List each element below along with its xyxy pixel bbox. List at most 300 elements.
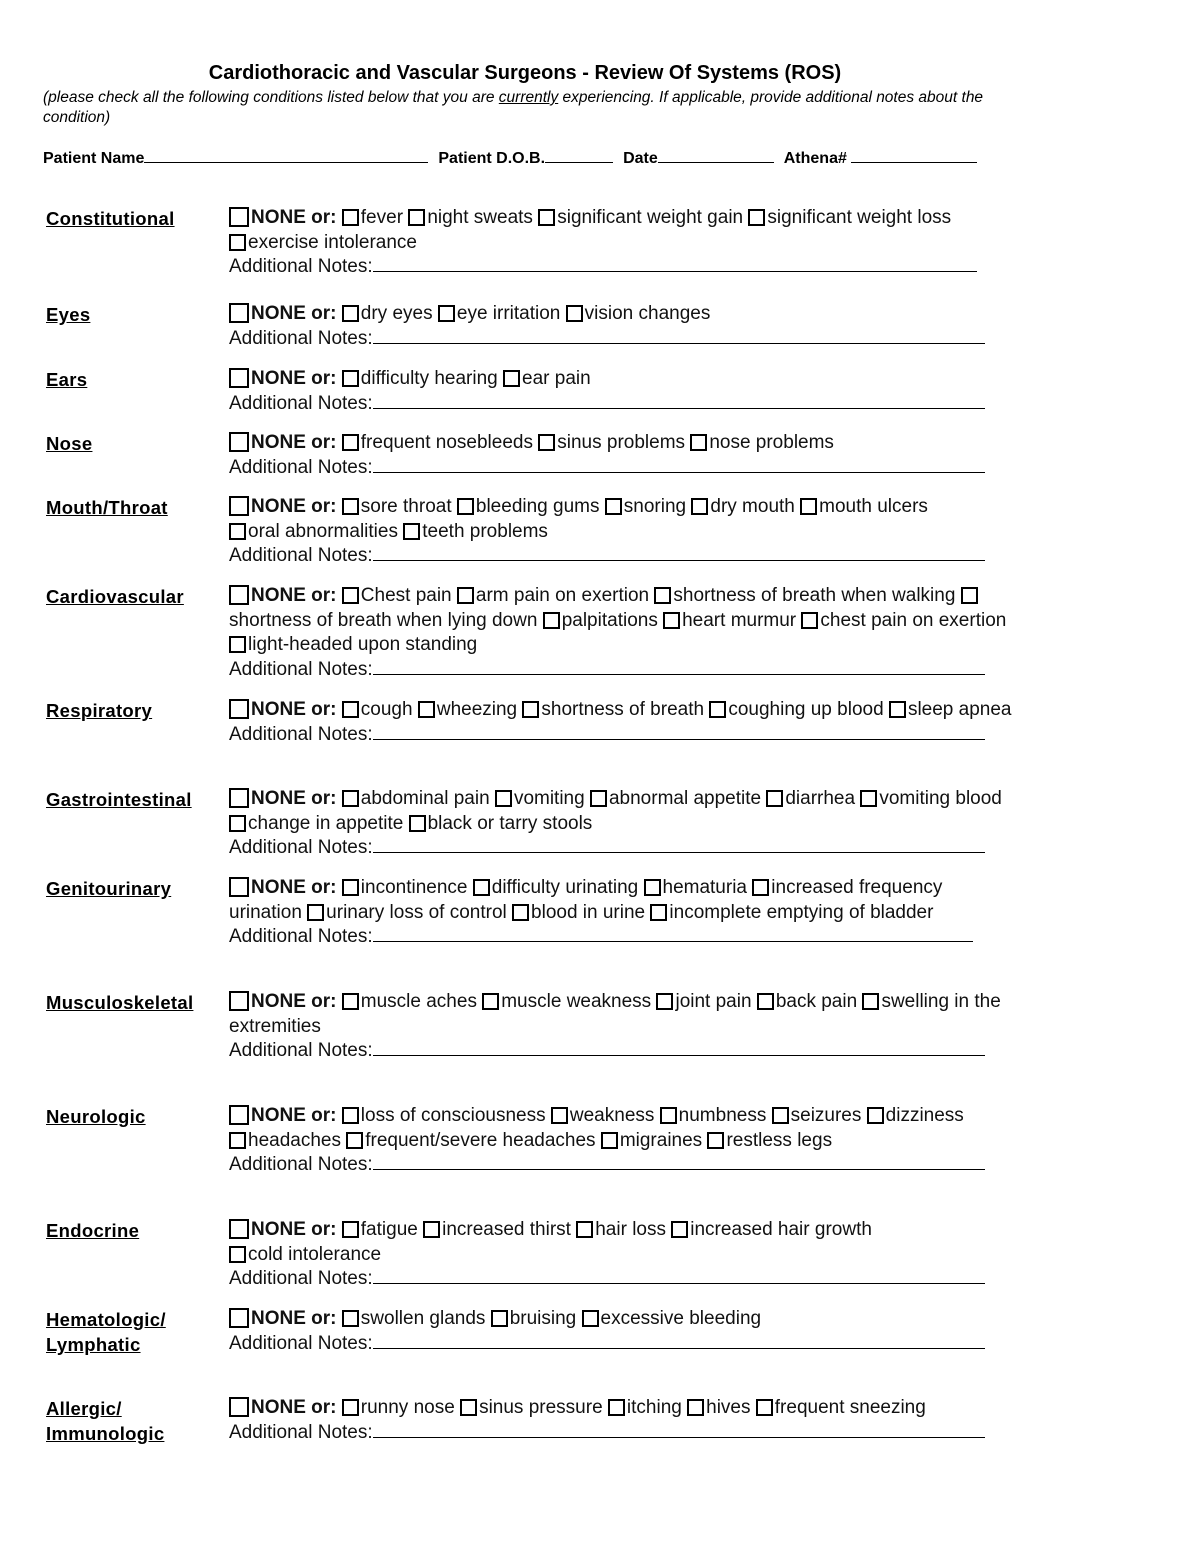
symptom-option[interactable] bbox=[766, 788, 855, 809]
symptom-label: diarrhea bbox=[785, 788, 856, 809]
symptom-label: loss of consciousness bbox=[360, 1105, 546, 1126]
patient-name-label: Patient Name bbox=[43, 150, 145, 167]
symptom-checkbox[interactable] bbox=[752, 879, 769, 896]
none-label: NONE or: bbox=[251, 699, 337, 720]
symptom-option[interactable] bbox=[687, 1397, 750, 1418]
additional-notes-blank[interactable] bbox=[373, 458, 985, 473]
symptom-checkbox[interactable] bbox=[576, 1221, 593, 1238]
additional-notes-label: Additional Notes: bbox=[229, 1154, 373, 1176]
section-label: Musculoskeletal bbox=[46, 992, 194, 1013]
symptom-checkbox[interactable] bbox=[766, 790, 783, 807]
symptom-checkbox[interactable] bbox=[756, 1399, 773, 1416]
symptom-option[interactable] bbox=[342, 496, 452, 517]
none-option[interactable] bbox=[229, 1105, 337, 1126]
symptom-label: shortness of breath bbox=[541, 699, 705, 720]
symptom-label: vomiting blood bbox=[879, 788, 1002, 809]
symptom-checkbox[interactable] bbox=[438, 305, 455, 322]
symptom-option[interactable] bbox=[522, 699, 704, 720]
none-option[interactable] bbox=[229, 496, 337, 517]
symptom-label: frequent sneezing bbox=[774, 1397, 926, 1418]
symptom-checkbox[interactable] bbox=[590, 790, 607, 807]
section-label: Genitourinary bbox=[46, 878, 172, 899]
additional-notes-blank[interactable] bbox=[373, 546, 985, 561]
symptom-option[interactable] bbox=[342, 1308, 486, 1329]
additional-notes-label: Additional Notes: bbox=[229, 659, 373, 681]
section-label: Gastrointestinal bbox=[46, 789, 192, 810]
symptom-checkbox[interactable] bbox=[229, 1246, 246, 1263]
symptom-checkbox[interactable] bbox=[408, 209, 425, 226]
additional-notes-label: Additional Notes: bbox=[229, 837, 373, 859]
additional-notes-blank[interactable] bbox=[373, 1423, 985, 1438]
additional-notes-blank[interactable] bbox=[373, 1041, 985, 1056]
patient-dob-label: Patient D.O.B. bbox=[438, 150, 546, 167]
none-option[interactable] bbox=[229, 585, 337, 606]
symptom-checkbox[interactable] bbox=[342, 370, 359, 387]
symptom-label: difficulty hearing bbox=[360, 368, 498, 389]
symptom-checkbox[interactable] bbox=[342, 587, 359, 604]
symptom-label: weakness bbox=[569, 1105, 655, 1126]
symptom-checkbox[interactable] bbox=[418, 701, 435, 718]
none-option[interactable] bbox=[229, 1397, 337, 1418]
symptom-option[interactable] bbox=[342, 207, 403, 228]
section-label: Cardiovascular bbox=[46, 586, 184, 607]
symptom-option[interactable] bbox=[656, 991, 751, 1012]
symptom-label: increased frequency urination bbox=[229, 877, 943, 923]
symptom-option[interactable] bbox=[867, 1105, 964, 1126]
symptom-checkbox[interactable] bbox=[342, 434, 359, 451]
date-blank[interactable] bbox=[658, 146, 774, 163]
symptom-checkbox[interactable] bbox=[403, 523, 420, 540]
instructions-text-end: experiencing. If applicable, provide additional notes about the condition) bbox=[43, 89, 984, 126]
symptom-option[interactable] bbox=[229, 1130, 341, 1151]
symptom-checkbox[interactable] bbox=[691, 498, 708, 515]
symptom-option[interactable] bbox=[495, 788, 585, 809]
symptom-checkbox[interactable] bbox=[482, 993, 499, 1010]
additional-notes-label: Additional Notes: bbox=[229, 1332, 373, 1354]
symptom-label: shortness of breath when walking bbox=[673, 585, 956, 606]
symptom-checkbox[interactable] bbox=[608, 1399, 625, 1416]
additional-notes-field[interactable] bbox=[229, 392, 1019, 417]
additional-notes-blank[interactable] bbox=[373, 1269, 985, 1284]
symptom-checkbox[interactable] bbox=[860, 790, 877, 807]
symptom-checkbox[interactable] bbox=[650, 904, 667, 921]
symptom-checkbox[interactable] bbox=[538, 434, 555, 451]
section-label-line: Lymphatic bbox=[46, 1334, 141, 1355]
additional-notes-blank[interactable] bbox=[373, 257, 977, 272]
symptom-option[interactable] bbox=[538, 207, 743, 228]
symptom-option[interactable] bbox=[644, 877, 748, 898]
none-option[interactable] bbox=[229, 432, 337, 453]
additional-notes-label: Additional Notes: bbox=[229, 256, 373, 278]
symptom-checkbox[interactable] bbox=[495, 790, 512, 807]
symptom-option[interactable] bbox=[229, 634, 477, 655]
symptom-option[interactable] bbox=[409, 813, 593, 834]
symptom-option[interactable] bbox=[457, 585, 649, 606]
symptom-label: restless legs bbox=[726, 1129, 833, 1151]
symptom-checkbox[interactable] bbox=[342, 1310, 359, 1327]
symptom-option[interactable] bbox=[423, 1219, 571, 1240]
symptom-option[interactable] bbox=[342, 303, 433, 324]
symptom-checkbox[interactable] bbox=[660, 1107, 677, 1124]
symptom-checkbox[interactable] bbox=[229, 815, 246, 832]
symptom-checkbox[interactable] bbox=[709, 701, 726, 718]
none-checkbox[interactable] bbox=[229, 991, 249, 1011]
symptom-option[interactable] bbox=[512, 902, 645, 923]
none-checkbox[interactable] bbox=[229, 699, 249, 719]
none-option[interactable] bbox=[229, 699, 337, 720]
symptom-label: dizziness bbox=[885, 1105, 964, 1126]
additional-notes-blank[interactable] bbox=[373, 394, 985, 409]
symptom-option[interactable] bbox=[342, 1219, 418, 1240]
symptom-checkbox[interactable] bbox=[423, 1221, 440, 1238]
symptom-label: vomiting bbox=[513, 788, 585, 809]
symptom-label: runny nose bbox=[360, 1397, 455, 1418]
symptom-option[interactable] bbox=[748, 207, 951, 228]
symptom-label: palpitations bbox=[561, 609, 658, 631]
none-label: NONE or: bbox=[251, 432, 337, 453]
symptom-checkbox[interactable] bbox=[663, 612, 680, 629]
symptom-checkbox[interactable] bbox=[757, 993, 774, 1010]
none-option[interactable] bbox=[229, 877, 337, 898]
none-checkbox[interactable] bbox=[229, 1105, 249, 1125]
symptom-option[interactable] bbox=[342, 991, 477, 1012]
symptom-checkbox[interactable] bbox=[342, 790, 359, 807]
none-label: NONE or: bbox=[251, 368, 337, 389]
symptom-label: sore throat bbox=[360, 496, 452, 517]
symptom-option[interactable] bbox=[229, 521, 398, 542]
symptom-label: urinary loss of control bbox=[326, 901, 507, 923]
symptom-checkbox[interactable] bbox=[801, 612, 818, 629]
symptom-option[interactable] bbox=[346, 1130, 595, 1151]
none-label: NONE or: bbox=[251, 1397, 337, 1418]
symptom-label: nose problems bbox=[709, 432, 834, 453]
symptom-option[interactable] bbox=[576, 1219, 666, 1240]
symptom-label: fatigue bbox=[360, 1219, 418, 1240]
symptom-option[interactable] bbox=[438, 303, 561, 324]
symptom-option[interactable] bbox=[590, 788, 761, 809]
symptom-option[interactable] bbox=[538, 432, 685, 453]
symptom-option[interactable] bbox=[503, 368, 591, 389]
patient-info-row bbox=[43, 146, 1023, 168]
symptom-label: itching bbox=[626, 1397, 682, 1418]
symptom-checkbox[interactable] bbox=[690, 434, 707, 451]
symptom-option[interactable] bbox=[889, 699, 1012, 720]
symptom-option[interactable] bbox=[650, 902, 933, 923]
symptom-option[interactable] bbox=[801, 610, 1006, 631]
symptom-label: seizures bbox=[790, 1105, 862, 1126]
symptom-label: headaches bbox=[248, 1129, 341, 1151]
symptom-checkbox[interactable] bbox=[867, 1107, 884, 1124]
additional-notes-field[interactable] bbox=[229, 658, 1019, 683]
symptom-checkbox[interactable] bbox=[522, 701, 539, 718]
symptom-option[interactable] bbox=[482, 991, 651, 1012]
symptom-checkbox[interactable] bbox=[409, 815, 426, 832]
none-checkbox[interactable] bbox=[229, 207, 249, 227]
symptom-option[interactable] bbox=[473, 877, 638, 898]
symptom-checkbox[interactable] bbox=[800, 498, 817, 515]
patient-name-field[interactable] bbox=[43, 146, 428, 168]
symptom-checkbox[interactable] bbox=[503, 370, 520, 387]
symptom-option[interactable] bbox=[582, 1308, 762, 1329]
additional-notes-field[interactable] bbox=[229, 723, 1019, 748]
symptom-checkbox[interactable] bbox=[460, 1399, 477, 1416]
symptom-option[interactable] bbox=[307, 902, 507, 923]
symptom-checkbox[interactable] bbox=[229, 1132, 246, 1149]
symptom-option[interactable] bbox=[671, 1219, 872, 1240]
symptom-label: heart murmur bbox=[682, 609, 797, 631]
symptom-option[interactable] bbox=[707, 1130, 832, 1151]
symptom-label: significant weight gain bbox=[557, 207, 744, 228]
none-option[interactable] bbox=[229, 207, 337, 228]
additional-notes-field[interactable] bbox=[229, 925, 1019, 950]
symptom-label: dry eyes bbox=[360, 303, 433, 324]
symptom-option[interactable] bbox=[757, 991, 857, 1012]
symptom-label: night sweats bbox=[427, 207, 533, 228]
symptom-label: light-headed upon standing bbox=[248, 634, 478, 656]
additional-notes-blank[interactable] bbox=[373, 1334, 985, 1349]
none-checkbox[interactable] bbox=[229, 1219, 249, 1239]
symptom-checkbox[interactable] bbox=[656, 993, 673, 1010]
none-checkbox[interactable] bbox=[229, 1308, 249, 1328]
none-option[interactable] bbox=[229, 368, 337, 389]
symptom-checkbox[interactable] bbox=[748, 209, 765, 226]
symptom-label: coughing up blood bbox=[728, 699, 884, 720]
symptom-checkbox[interactable] bbox=[229, 234, 246, 251]
symptom-checkbox[interactable] bbox=[538, 209, 555, 226]
symptom-checkbox[interactable] bbox=[346, 1132, 363, 1149]
section-options bbox=[229, 495, 1019, 569]
symptom-checkbox[interactable] bbox=[566, 305, 583, 322]
section-label: Endocrine bbox=[46, 1220, 140, 1241]
symptom-label: ear pain bbox=[522, 368, 591, 389]
none-option[interactable] bbox=[229, 991, 337, 1012]
symptom-checkbox[interactable] bbox=[605, 498, 622, 515]
additional-notes-label: Additional Notes: bbox=[229, 456, 373, 478]
symptom-checkbox[interactable] bbox=[342, 498, 359, 515]
symptom-option[interactable] bbox=[229, 1244, 381, 1265]
athena-label: Athena# bbox=[783, 150, 847, 167]
none-label: NONE or: bbox=[251, 1219, 337, 1240]
additional-notes-blank[interactable] bbox=[373, 838, 985, 853]
date-field[interactable] bbox=[623, 146, 774, 168]
symptom-label: incomplete emptying of bladder bbox=[669, 901, 934, 923]
symptom-checkbox[interactable] bbox=[342, 209, 359, 226]
symptom-checkbox[interactable] bbox=[582, 1310, 599, 1327]
additional-notes-field[interactable] bbox=[229, 456, 1019, 481]
none-checkbox[interactable] bbox=[229, 303, 249, 323]
additional-notes-blank[interactable] bbox=[373, 329, 985, 344]
section-options bbox=[229, 698, 1019, 747]
symptom-label: chest pain on exertion bbox=[820, 609, 1007, 631]
symptom-label: increased thirst bbox=[442, 1219, 571, 1240]
symptom-option[interactable] bbox=[418, 699, 517, 720]
symptom-label: muscle weakness bbox=[501, 991, 652, 1012]
symptom-option[interactable] bbox=[772, 1105, 862, 1126]
symptom-option[interactable] bbox=[342, 368, 498, 389]
section-label: Eyes bbox=[46, 304, 91, 325]
athena-blank[interactable] bbox=[851, 146, 977, 163]
symptom-checkbox[interactable] bbox=[342, 701, 359, 718]
none-checkbox[interactable] bbox=[229, 877, 249, 897]
additional-notes-field[interactable] bbox=[229, 1153, 1019, 1178]
section-label bbox=[46, 1396, 221, 1446]
symptom-option[interactable] bbox=[660, 1105, 767, 1126]
symptom-label: teeth problems bbox=[422, 520, 548, 542]
additional-notes-label: Additional Notes: bbox=[229, 1421, 373, 1443]
additional-notes-blank[interactable] bbox=[373, 927, 973, 942]
symptom-label: Chest pain bbox=[360, 585, 452, 606]
additional-notes-field[interactable] bbox=[229, 255, 1019, 280]
symptom-checkbox[interactable] bbox=[307, 904, 324, 921]
symptom-option[interactable] bbox=[342, 432, 533, 453]
symptom-option[interactable] bbox=[800, 496, 928, 517]
patient-name-blank[interactable] bbox=[144, 146, 428, 163]
section-options bbox=[229, 367, 1019, 416]
symptom-label: excessive bleeding bbox=[600, 1308, 762, 1329]
symptom-option[interactable] bbox=[491, 1308, 577, 1329]
additional-notes-field[interactable] bbox=[229, 544, 1019, 569]
instructions-text: (please check all the following conditions listed below that you are bbox=[43, 89, 499, 106]
symptom-option[interactable] bbox=[690, 432, 834, 453]
symptom-checkbox[interactable] bbox=[543, 612, 560, 629]
symptom-label: sinus pressure bbox=[479, 1397, 603, 1418]
symptom-label: mouth ulcers bbox=[819, 496, 928, 517]
symptom-checkbox[interactable] bbox=[342, 879, 359, 896]
none-checkbox[interactable] bbox=[229, 788, 249, 808]
symptom-option[interactable] bbox=[601, 1130, 702, 1151]
symptom-option[interactable] bbox=[457, 496, 600, 517]
symptom-option[interactable] bbox=[605, 496, 686, 517]
symptom-checkbox[interactable] bbox=[551, 1107, 568, 1124]
symptom-checkbox[interactable] bbox=[707, 1132, 724, 1149]
symptom-option[interactable] bbox=[543, 610, 658, 631]
none-option[interactable] bbox=[229, 788, 337, 809]
symptom-checkbox[interactable] bbox=[342, 1221, 359, 1238]
symptom-option[interactable] bbox=[342, 788, 490, 809]
symptom-label: back pain bbox=[775, 991, 858, 1012]
none-label: NONE or: bbox=[251, 496, 337, 517]
section-label-line: Hematologic/ bbox=[46, 1309, 166, 1330]
symptom-option[interactable] bbox=[342, 699, 413, 720]
symptom-option[interactable] bbox=[460, 1397, 603, 1418]
symptom-option[interactable] bbox=[691, 496, 794, 517]
symptom-label: eye irritation bbox=[456, 303, 561, 324]
none-label: NONE or: bbox=[251, 585, 337, 606]
symptom-label: swollen glands bbox=[360, 1308, 486, 1329]
symptom-checkbox[interactable] bbox=[229, 636, 246, 653]
athena-field[interactable] bbox=[784, 146, 978, 168]
section-options bbox=[229, 1307, 1019, 1356]
none-checkbox[interactable] bbox=[229, 496, 249, 516]
symptom-checkbox[interactable] bbox=[457, 498, 474, 515]
symptom-label: exercise intolerance bbox=[248, 231, 417, 253]
symptom-option[interactable] bbox=[551, 1105, 655, 1126]
symptom-checkbox[interactable] bbox=[687, 1399, 704, 1416]
symptom-label: sleep apnea bbox=[907, 699, 1012, 720]
symptom-option[interactable] bbox=[403, 521, 548, 542]
symptom-label: migraines bbox=[619, 1129, 703, 1151]
symptom-checkbox[interactable] bbox=[644, 879, 661, 896]
additional-notes-blank[interactable] bbox=[373, 660, 985, 675]
symptom-checkbox[interactable] bbox=[342, 1399, 359, 1416]
symptom-option[interactable] bbox=[229, 232, 417, 253]
additional-notes-field[interactable] bbox=[229, 836, 1019, 861]
patient-dob-field[interactable] bbox=[438, 146, 613, 168]
symptom-checkbox[interactable] bbox=[342, 993, 359, 1010]
none-option[interactable] bbox=[229, 303, 337, 324]
additional-notes-blank[interactable] bbox=[373, 725, 985, 740]
section-label: Constitutional bbox=[46, 208, 175, 229]
symptom-checkbox[interactable] bbox=[654, 587, 671, 604]
additional-notes-label: Additional Notes: bbox=[229, 327, 373, 349]
symptom-label: bleeding gums bbox=[475, 496, 600, 517]
symptom-option[interactable] bbox=[756, 1397, 926, 1418]
symptom-label: significant weight loss bbox=[767, 207, 952, 228]
symptom-checkbox[interactable] bbox=[889, 701, 906, 718]
symptom-checkbox[interactable] bbox=[342, 1107, 359, 1124]
symptom-option[interactable] bbox=[342, 585, 452, 606]
section-label-line: Immunologic bbox=[46, 1423, 165, 1444]
none-label: NONE or: bbox=[251, 1105, 337, 1126]
none-checkbox[interactable] bbox=[229, 368, 249, 388]
symptom-checkbox[interactable] bbox=[772, 1107, 789, 1124]
patient-dob-blank[interactable] bbox=[545, 146, 613, 163]
symptom-checkbox[interactable] bbox=[342, 305, 359, 322]
symptom-checkbox[interactable] bbox=[473, 879, 490, 896]
symptom-option[interactable] bbox=[860, 788, 1002, 809]
symptom-option[interactable] bbox=[709, 699, 883, 720]
symptom-option[interactable] bbox=[663, 610, 796, 631]
symptom-label: increased hair growth bbox=[690, 1219, 872, 1240]
none-checkbox[interactable] bbox=[229, 585, 249, 605]
none-option[interactable] bbox=[229, 1219, 337, 1240]
symptom-checkbox[interactable] bbox=[512, 904, 529, 921]
symptom-label: difficulty urinating bbox=[491, 877, 639, 898]
none-label: NONE or: bbox=[251, 207, 337, 228]
none-option[interactable] bbox=[229, 1308, 337, 1329]
section-label: Nose bbox=[46, 433, 93, 454]
additional-notes-field[interactable] bbox=[229, 1267, 1019, 1292]
symptom-option[interactable] bbox=[342, 1105, 546, 1126]
symptom-checkbox[interactable] bbox=[961, 587, 978, 604]
symptom-checkbox[interactable] bbox=[671, 1221, 688, 1238]
additional-notes-blank[interactable] bbox=[373, 1155, 985, 1170]
symptom-checkbox[interactable] bbox=[601, 1132, 618, 1149]
symptom-checkbox[interactable] bbox=[491, 1310, 508, 1327]
additional-notes-field[interactable] bbox=[229, 1039, 1019, 1064]
symptom-option[interactable] bbox=[654, 585, 955, 606]
additional-notes-label: Additional Notes: bbox=[229, 545, 373, 567]
symptom-checkbox[interactable] bbox=[457, 587, 474, 604]
none-checkbox[interactable] bbox=[229, 1397, 249, 1417]
symptom-checkbox[interactable] bbox=[862, 993, 879, 1010]
symptom-option[interactable] bbox=[408, 207, 533, 228]
additional-notes-field[interactable] bbox=[229, 327, 1019, 352]
symptom-checkbox[interactable] bbox=[229, 523, 246, 540]
additional-notes-field[interactable] bbox=[229, 1332, 1019, 1357]
none-checkbox[interactable] bbox=[229, 432, 249, 452]
section-options bbox=[229, 787, 1019, 861]
symptom-option[interactable] bbox=[608, 1397, 682, 1418]
symptom-option[interactable] bbox=[342, 1397, 455, 1418]
additional-notes-label: Additional Notes: bbox=[229, 1040, 373, 1062]
symptom-option[interactable] bbox=[566, 303, 711, 324]
date-label: Date bbox=[623, 150, 658, 167]
section-options bbox=[229, 206, 1019, 280]
symptom-option[interactable] bbox=[229, 813, 403, 834]
symptom-option[interactable] bbox=[342, 877, 468, 898]
additional-notes-field[interactable] bbox=[229, 1421, 1019, 1446]
